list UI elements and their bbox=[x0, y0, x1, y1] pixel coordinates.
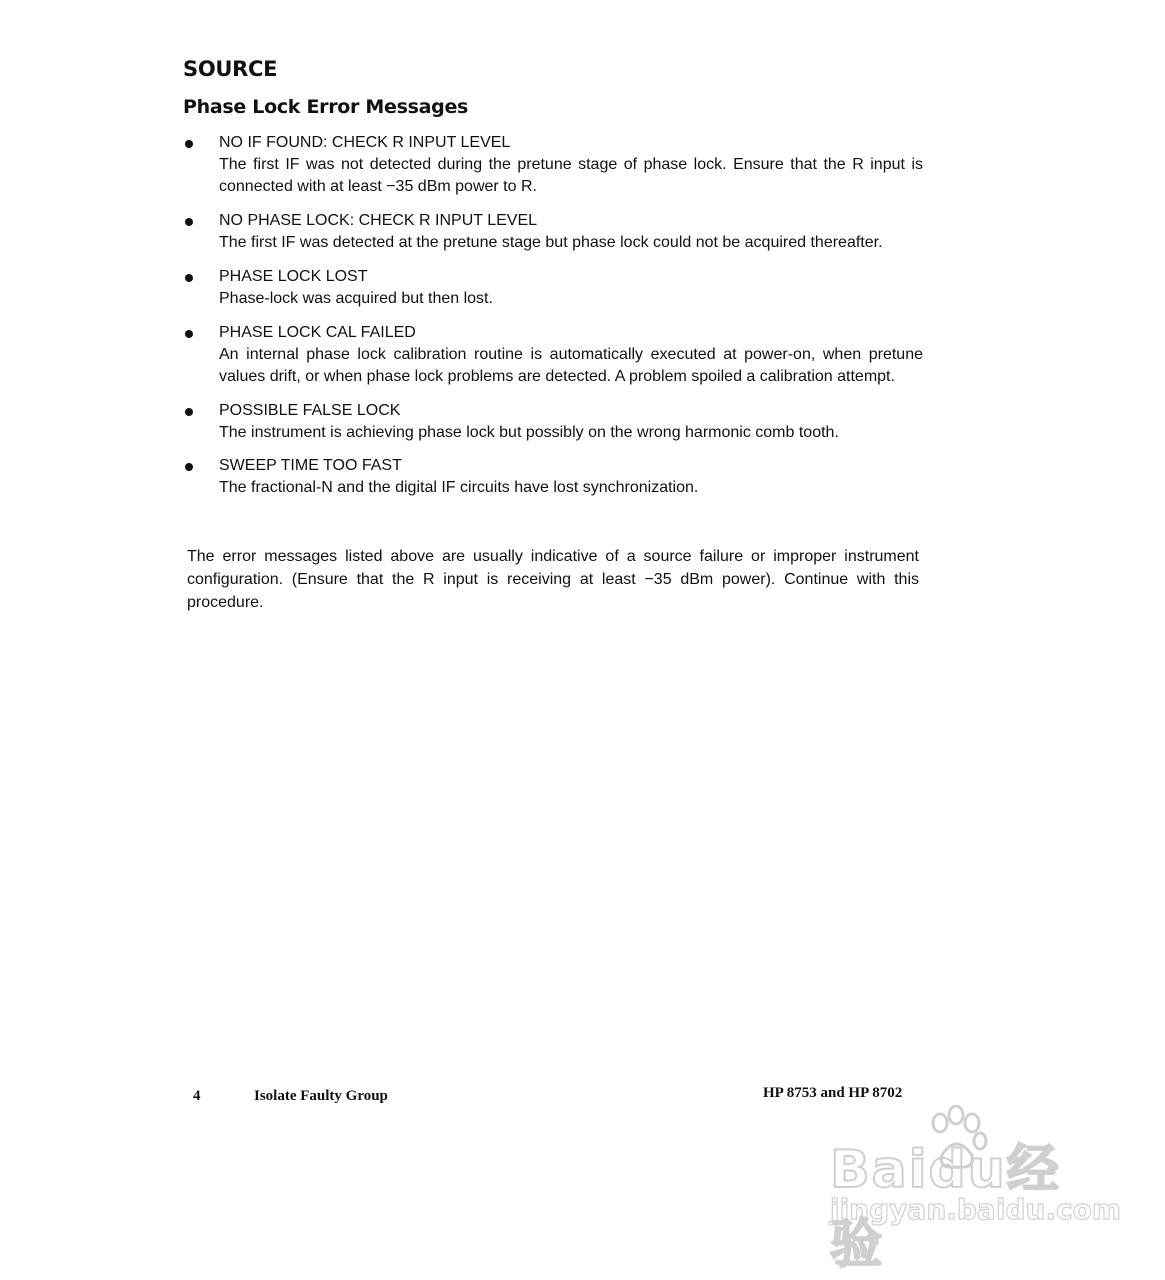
closing-paragraph: The error messages listed above are usually indicative of a source failure or improper instrument configuration. (Ensure that the R input is receiving at least −35 dBm power). Continue with this procedure. bbox=[187, 548, 919, 611]
error-code: SWEEP TIME TOO FAST bbox=[219, 457, 402, 474]
bullet-icon bbox=[185, 408, 193, 416]
error-code: PHASE LOCK CAL FAILED bbox=[219, 324, 416, 341]
bullet-icon bbox=[185, 330, 193, 338]
section-title: SOURCE bbox=[183, 57, 278, 81]
error-description: The first IF was detected at the pretune stage but phase lock could not be acquired thereafter. bbox=[219, 234, 883, 251]
sub-title: Phase Lock Error Messages bbox=[183, 96, 469, 118]
watermark-url: jingyan.baidu.com bbox=[830, 1193, 1122, 1226]
footer-section-title: Isolate Faulty Group bbox=[254, 1088, 388, 1104]
list-item bbox=[183, 455, 923, 499]
bullet-icon bbox=[185, 140, 193, 148]
error-description: An internal phase lock calibration routine is automatically executed at power-on, when pretune values drift, or when phase lock problems are detected. A problem spoiled a calibration attempt. bbox=[219, 346, 923, 385]
error-description: The fractional-N and the digital IF circuits have lost synchronization. bbox=[219, 479, 699, 496]
list-item bbox=[183, 266, 923, 310]
error-code: POSSIBLE FALSE LOCK bbox=[219, 402, 401, 419]
list-item bbox=[183, 322, 923, 388]
list-item bbox=[183, 400, 923, 444]
watermark-brand: Baidu经验 bbox=[830, 1140, 1061, 1275]
error-code: PHASE LOCK LOST bbox=[219, 268, 368, 285]
error-message-list bbox=[183, 132, 923, 499]
list-item bbox=[183, 210, 923, 254]
error-code: NO IF FOUND: CHECK R INPUT LEVEL bbox=[219, 134, 511, 151]
list-item bbox=[183, 132, 923, 198]
page-number: 4 bbox=[193, 1088, 201, 1104]
error-description: The instrument is achieving phase lock but possibly on the wrong harmonic comb tooth. bbox=[219, 424, 839, 441]
footer-model: HP 8753 and HP 8702 bbox=[763, 1085, 903, 1101]
error-code: NO PHASE LOCK: CHECK R INPUT LEVEL bbox=[219, 212, 538, 229]
bullet-icon bbox=[185, 218, 193, 226]
error-description: Phase-lock was acquired but then lost. bbox=[219, 290, 493, 307]
bullet-icon bbox=[185, 463, 193, 471]
bullet-icon bbox=[185, 274, 193, 282]
watermark bbox=[830, 1105, 1122, 1275]
error-description: The first IF was not detected during the pretune stage of phase lock. Ensure that the R input is connected with at least −35 dBm power to R. bbox=[219, 156, 923, 195]
